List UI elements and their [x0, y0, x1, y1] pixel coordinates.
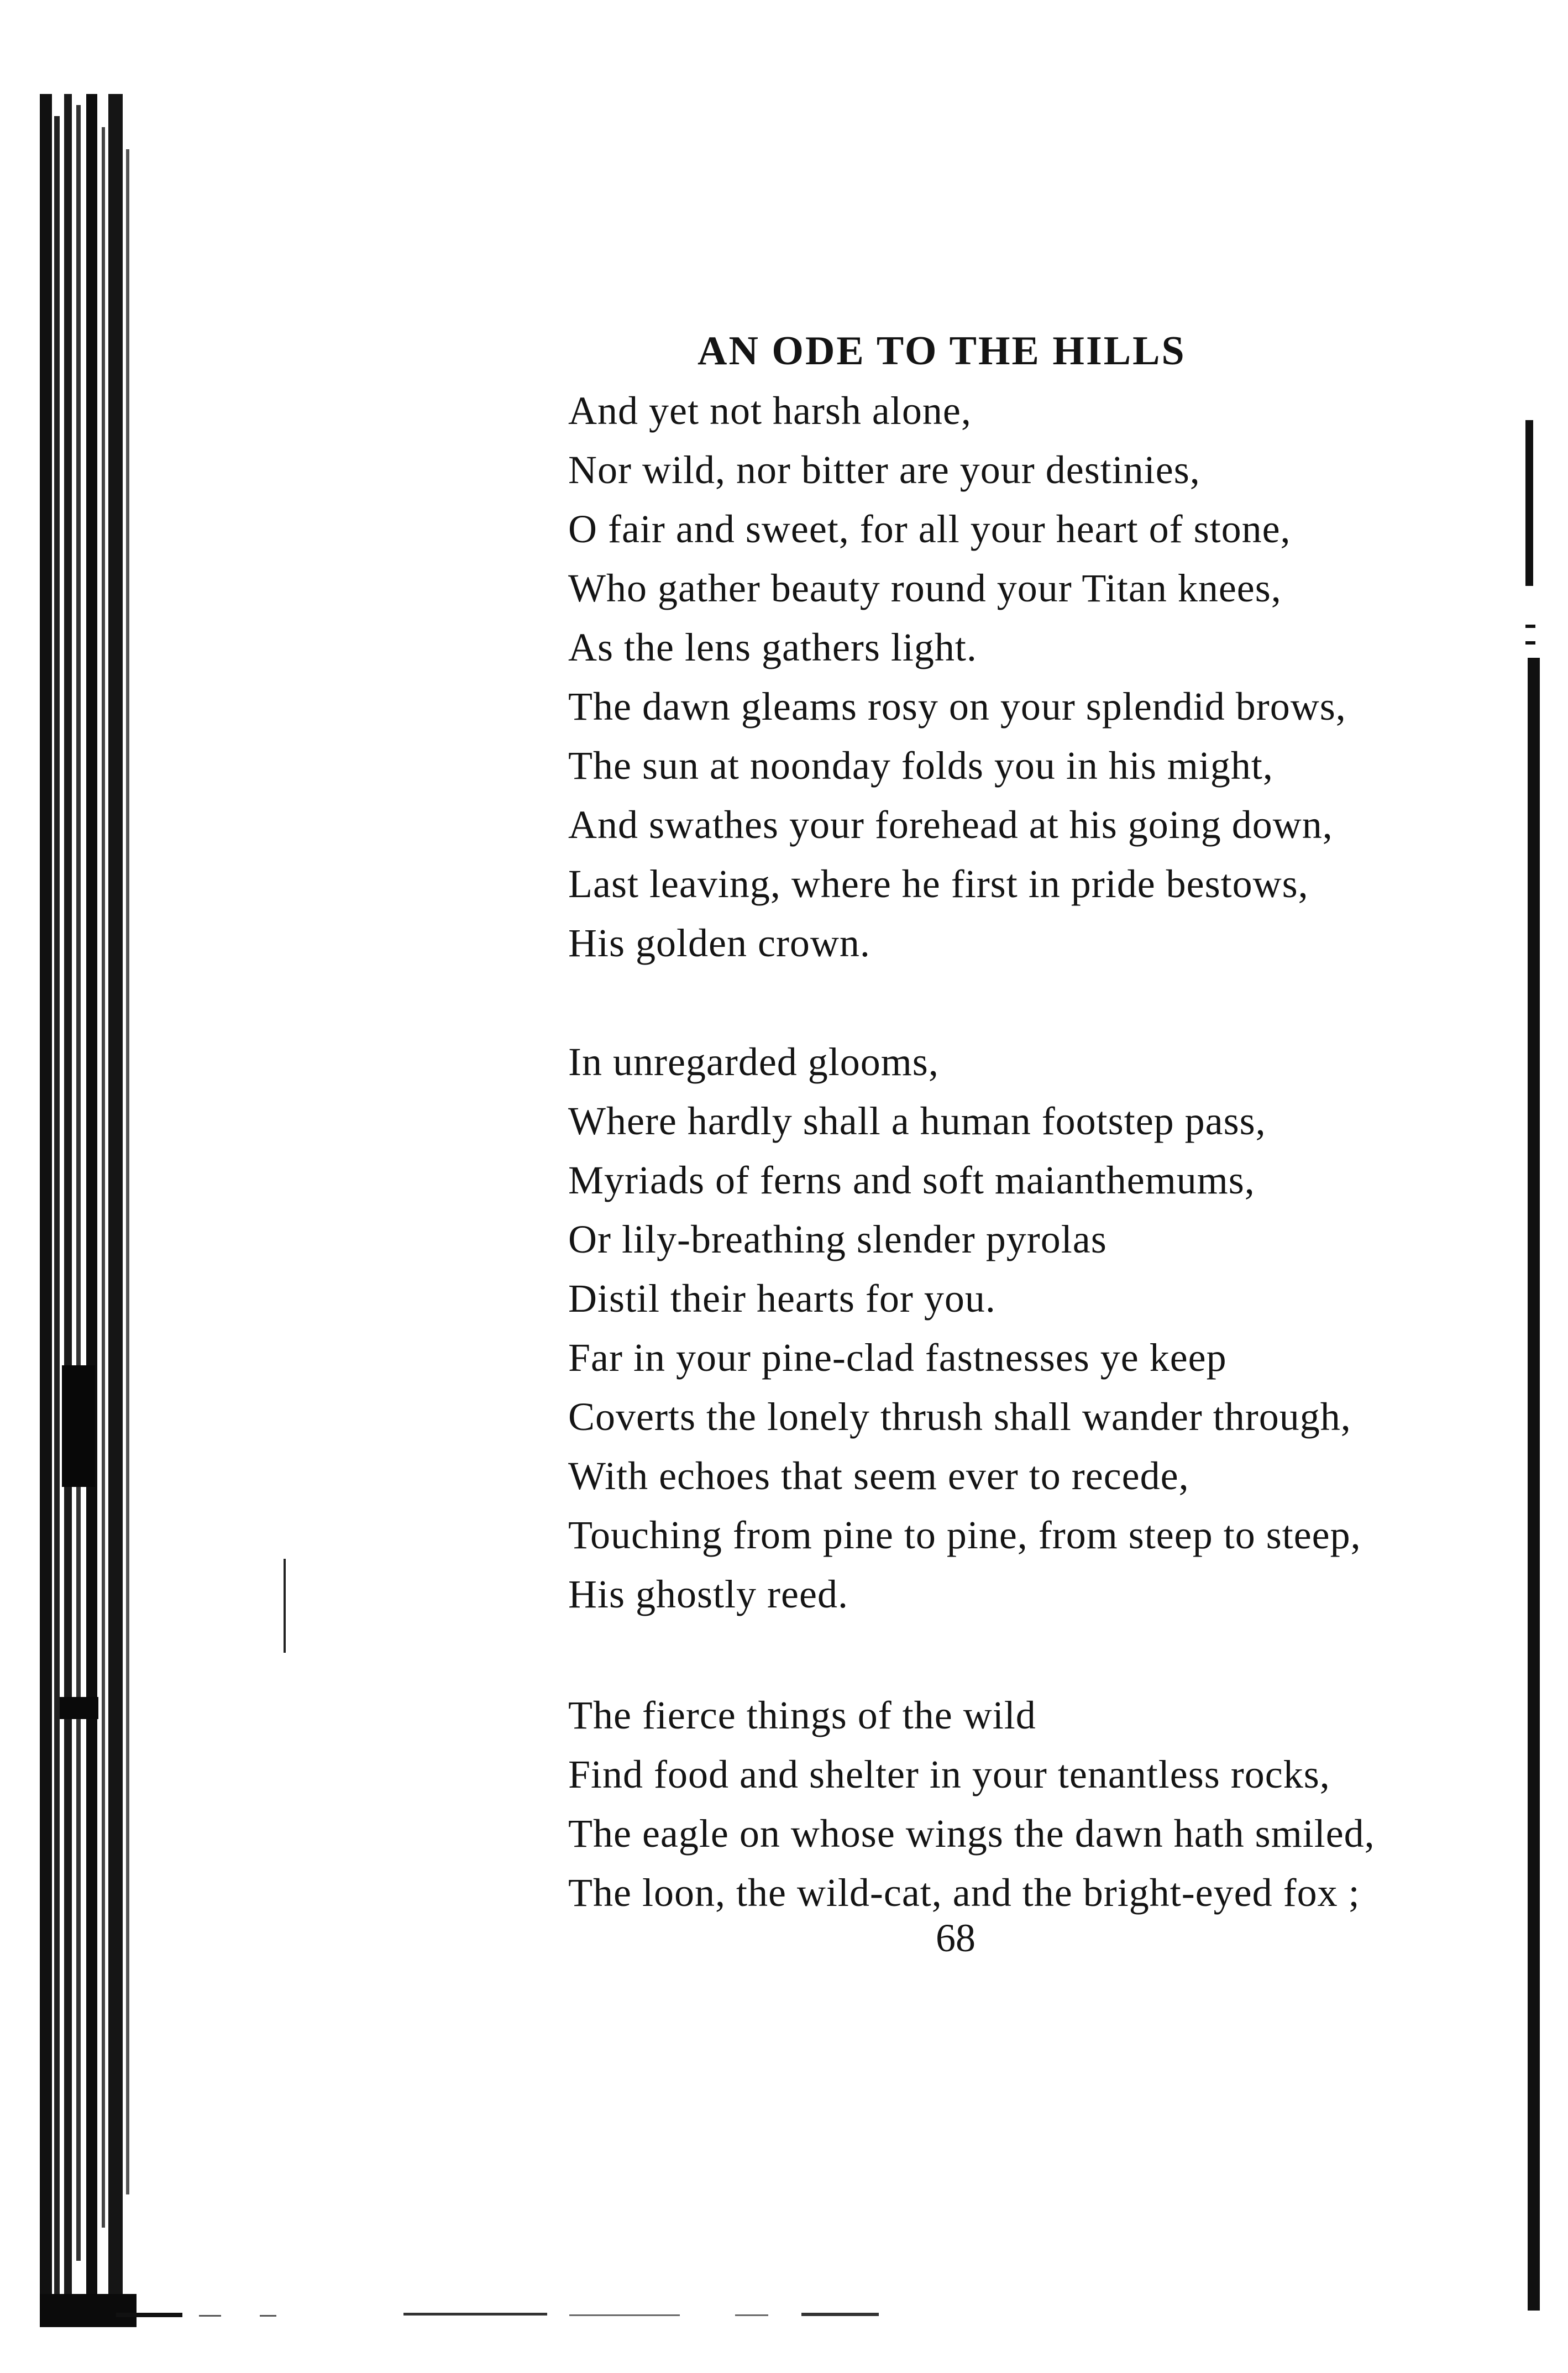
verse-line: With echoes that seem ever to recede,: [568, 1454, 1189, 1498]
verse-line: The loon, the wild-cat, and the bright-eyed fox ;: [568, 1871, 1360, 1915]
bottom-edge-dashes: [116, 2305, 1011, 2327]
verse-line: Where hardly shall a human footstep pass,: [568, 1099, 1266, 1143]
verse-line: Last leaving, where he first in pride bestows,: [568, 862, 1309, 906]
verse-line: The sun at noonday folds you in his might,: [568, 743, 1273, 788]
right-margin-rule: [1521, 420, 1554, 2311]
verse-line: And swathes your forehead at his going down,: [568, 803, 1333, 847]
verse-line: O fair and sweet, for all your heart of stone,: [568, 507, 1291, 551]
binding-edge-shadow: [40, 94, 137, 2327]
verse-line: Or lily-breathing slender pyrolas: [568, 1217, 1107, 1261]
verse-line: And yet not harsh alone,: [568, 389, 972, 433]
verse-line: Coverts the lonely thrush shall wander through,: [568, 1395, 1351, 1439]
page-title: AN ODE TO THE HILLS: [698, 328, 1186, 374]
verse-line: Who gather beauty round your Titan knees,: [568, 566, 1282, 610]
verse-line: The dawn gleams rosy on your splendid brows,: [568, 684, 1346, 729]
verse-line: His golden crown.: [568, 921, 870, 965]
verse-line: Touching from pine to pine, from steep to steep,: [568, 1513, 1361, 1557]
page-number: 68: [936, 1916, 976, 1960]
stanza-1: [568, 381, 1346, 973]
pencil-mark: [279, 1559, 290, 1653]
verse-line: The eagle on whose wings the dawn hath smiled,: [568, 1811, 1375, 1856]
stanza-2: [568, 1033, 1361, 1624]
verse-line: Distil their hearts for you.: [568, 1276, 996, 1321]
verse-line: As the lens gathers light.: [568, 625, 977, 669]
verse-line: Find food and shelter in your tenantless rocks,: [568, 1752, 1330, 1796]
verse-line: The fierce things of the wild: [568, 1693, 1036, 1737]
verse-line: Nor wild, nor bitter are your destinies,: [568, 448, 1200, 492]
verse-line: In unregarded glooms,: [568, 1040, 939, 1084]
verse-line: His ghostly reed.: [568, 1572, 848, 1616]
stanza-3: [568, 1686, 1375, 1923]
verse-line: Far in your pine-clad fastnesses ye keep: [568, 1335, 1227, 1380]
verse-line: Myriads of ferns and soft maianthemums,: [568, 1158, 1255, 1202]
